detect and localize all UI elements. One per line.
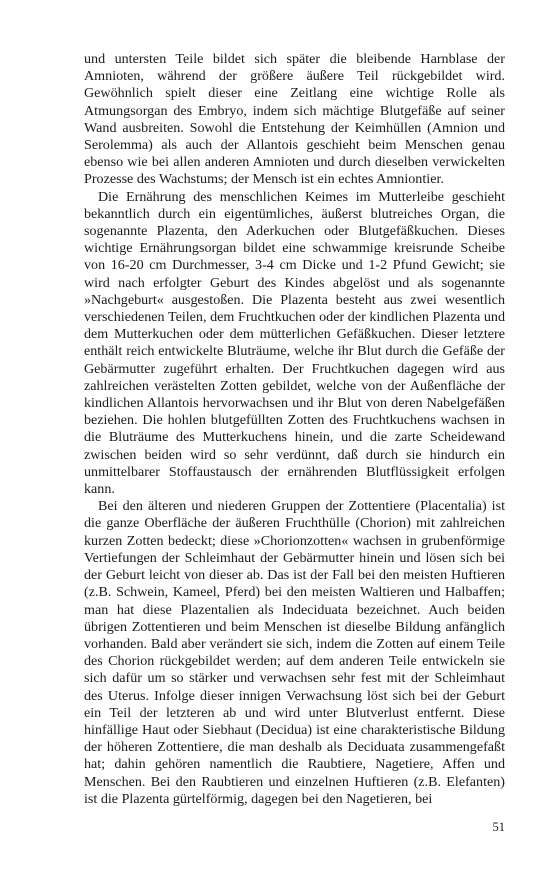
- body-text: [84, 51, 505, 808]
- page-number: 51: [492, 820, 505, 834]
- paragraph-plazenta: Die Ernährung des menschlichen Keimes im Mutterleibe geschieht bekanntlich durch ein eigentümliches, äußerst blutreiches Organ, die sogenannte Plazenta, den Aderkuchen oder Blutgefäßkuchen. Dieses wichtige Ernährungsorgan bildet eine schwammige kreisrunde Scheibe von 16-20 cm Durchmesser, 3-4 cm Dicke und 1-2 Pfund Gewicht; sie wird nach erfolgter Geburt des Kindes abgelöst und als sogenannte »Nachgeburt« ausgestoßen. Die Plazenta besteht aus zwei wesentlich verschiedenen Teilen, dem Fruchtkuchen oder der kindlichen Plazenta und dem Mutterkuchen oder dem mütterlichen Gefäßkuchen. Dieser letztere enthält reich entwickelte Bluträume, welche ihr Blut durch die Gefäße der Gebärmutter zugeführt erhalten. Der Fruchtkuchen dagegen wird aus zahlreichen verästelten Zotten gebildet, welche von der Außenfläche der kindlichen Allantois hervorwachsen und ihr Blut von deren Nabelgefäßen beziehen. Die hohlen blutgefüllten Zotten des Fruchtkuchens wachsen in die Bluträume des Mutterkuchens hinein, und die zarte Scheidewand zwischen beiden wird so sehr verdünnt, daß durch sie hindurch ein unmittelbarer Stoffaustausch der ernährenden Blutflüssigkeit erfolgen kann.: [84, 188, 505, 498]
- paragraph-continued: und untersten Teile bildet sich später die bleibende Harnblase der Amnioten, während der größere äußere Teil rückgebildet wird. Gewöhnlich spielt dieser eine Zeitlang eine wichtige Rolle als Atmungsorgan des Embryo, indem sich mächtige Blutgefäße auf seiner Wand ausbreiten. Sowohl die Entstehung der Keimhüllen (Amnion und Serolemma) als auch der Allantois geschieht beim Menschen genau ebenso wie bei allen anderen Amnioten und durch dieselben verwickelten Prozesse des Wachstums; der Mensch ist ein echtes Amniontier.: [84, 51, 505, 188]
- paragraph-zottentiere: Bei den älteren und niederen Gruppen der Zottentiere (Placentalia) ist die ganze Oberfläche der äußeren Fruchthülle (Chorion) mit zahlreichen kurzen Zotten bedeckt; diese »Chorionzotten« wachsen in grubenförmige Vertiefungen der Schleimhaut der Gebärmutter hinein und lösen sich bei der Geburt leicht von dieser ab. Das ist der Fall bei den meisten Huftieren (z.B. Schwein, Kameel, Pferd) bei den meisten Waltieren und Halbaffen; man hat diese Plazentalien als Indeciduata bezeichnet. Auch beiden übrigen Zottentieren und beim Menschen ist dieselbe Bildung anfänglich vorhanden. Bald aber verändert sie sich, indem die Zotten auf einem Teile des Chorion rückgebildet werden; auf dem anderen Teile entwickeln sie sich dafür um so stärker und verwachsen sehr fest mit der Schleimhaut des Uterus. Infolge dieser innigen Verwachsung löst sich bei der Geburt ein Teil der letzteren ab und wird unter Blutverlust entfernt. Diese hinfällige Haut oder Siebhaut (Decidua) ist eine charakteristische Bildung der höheren Zottentiere, die man deshalb als Deciduata zusammengefaßt hat; dahin gehören namentlich die Raubtiere, Nagetiere, Affen und Menschen. Bei den Raubtieren und einzelnen Huftieren (z.B. Elefanten) ist die Plazenta gürtelförmig, dagegen bei den Nagetieren, bei: [84, 498, 505, 807]
